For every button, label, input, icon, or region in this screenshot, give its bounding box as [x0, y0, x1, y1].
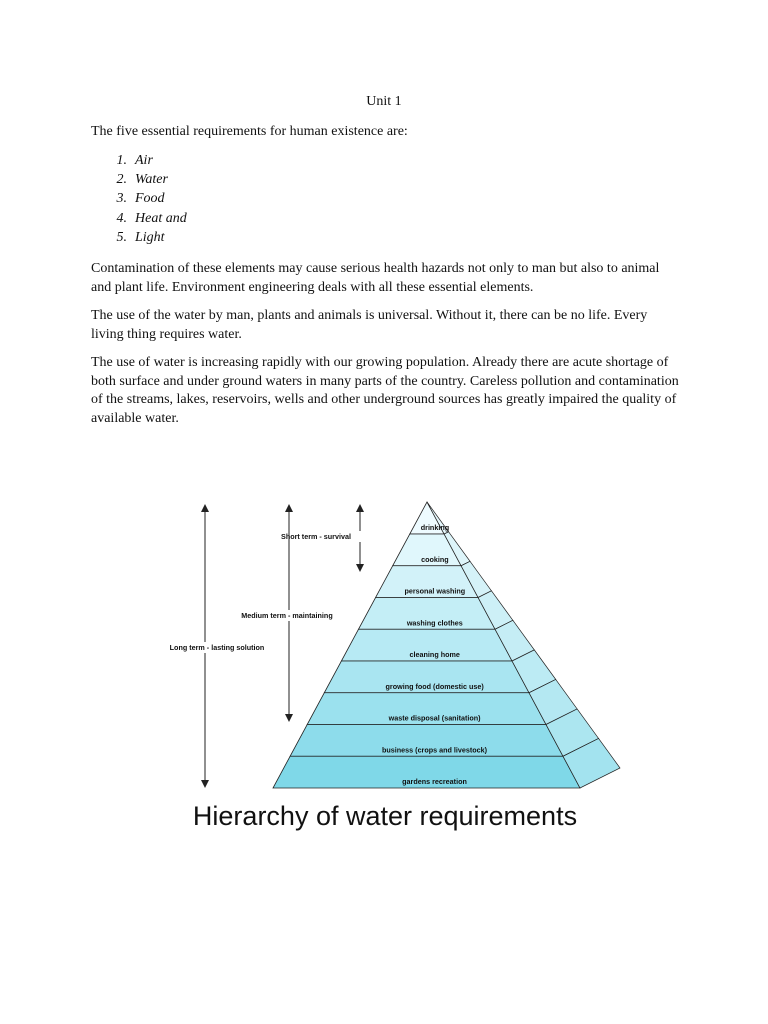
diagram-caption: Hierarchy of water requirements: [192, 801, 578, 831]
list-item: [91, 189, 187, 208]
term-label: Long term - lasting solution: [169, 643, 265, 652]
paragraph-water-shortage: The use of water is increasing rapidly with our growing population. Already there are acute shortage of both surface and under ground waters in many parts of the country. Careless pollution and contamination of the streams, lakes, reservoirs, wells and other underground sources has greatly impaired the quality of available water.: [91, 355, 679, 426]
term-label: Short term - survival: [281, 532, 351, 541]
intro-text: The five essential requirements for human existence are:: [91, 124, 408, 139]
water-hierarchy-diagram: [150, 490, 630, 840]
pyramid-figure: [150, 490, 630, 840]
list-text: Air: [135, 153, 153, 168]
list-number: 3.: [116, 191, 127, 207]
list-item: [91, 151, 187, 170]
list-number: 4.: [116, 210, 127, 226]
pyramid-label: personal washing: [404, 586, 466, 596]
list-item: [91, 209, 187, 228]
pyramid-label: waste disposal (sanitation): [388, 713, 481, 723]
list-number: 2.: [116, 172, 127, 188]
list-text: Heat and: [135, 210, 187, 226]
list-text: Food: [135, 191, 165, 207]
unit-title: Unit 1: [366, 94, 402, 109]
list-number: 1.: [116, 153, 127, 168]
pyramid-label: business (crops and livestock): [382, 745, 488, 755]
pyramid-label: gardens recreation: [402, 777, 467, 786]
paragraph-water-use: The use of the water by man, plants and animals is universal. Without it, there can be no life. Every living thing requires water.: [91, 308, 648, 342]
requirements-list: [91, 151, 187, 247]
term-label: Medium term - maintaining: [241, 611, 333, 620]
pyramid-label: growing food (domestic use): [385, 681, 484, 691]
list-item: [91, 170, 187, 189]
list-number: 5.: [116, 229, 127, 245]
paragraph-contamination: Contamination of these elements may cause serious health hazards not only to man but also to animal and plant life. Environment engineering deals with all these essential elements.: [91, 261, 660, 295]
pyramid-label: cooking: [421, 554, 449, 564]
pyramid-label: washing clothes: [406, 618, 463, 628]
list-text: Water: [135, 172, 168, 188]
list-text: Light: [135, 229, 165, 245]
list-item: [91, 228, 187, 247]
pyramid-label: drinking: [420, 523, 450, 532]
pyramid-label: cleaning home: [409, 650, 460, 659]
